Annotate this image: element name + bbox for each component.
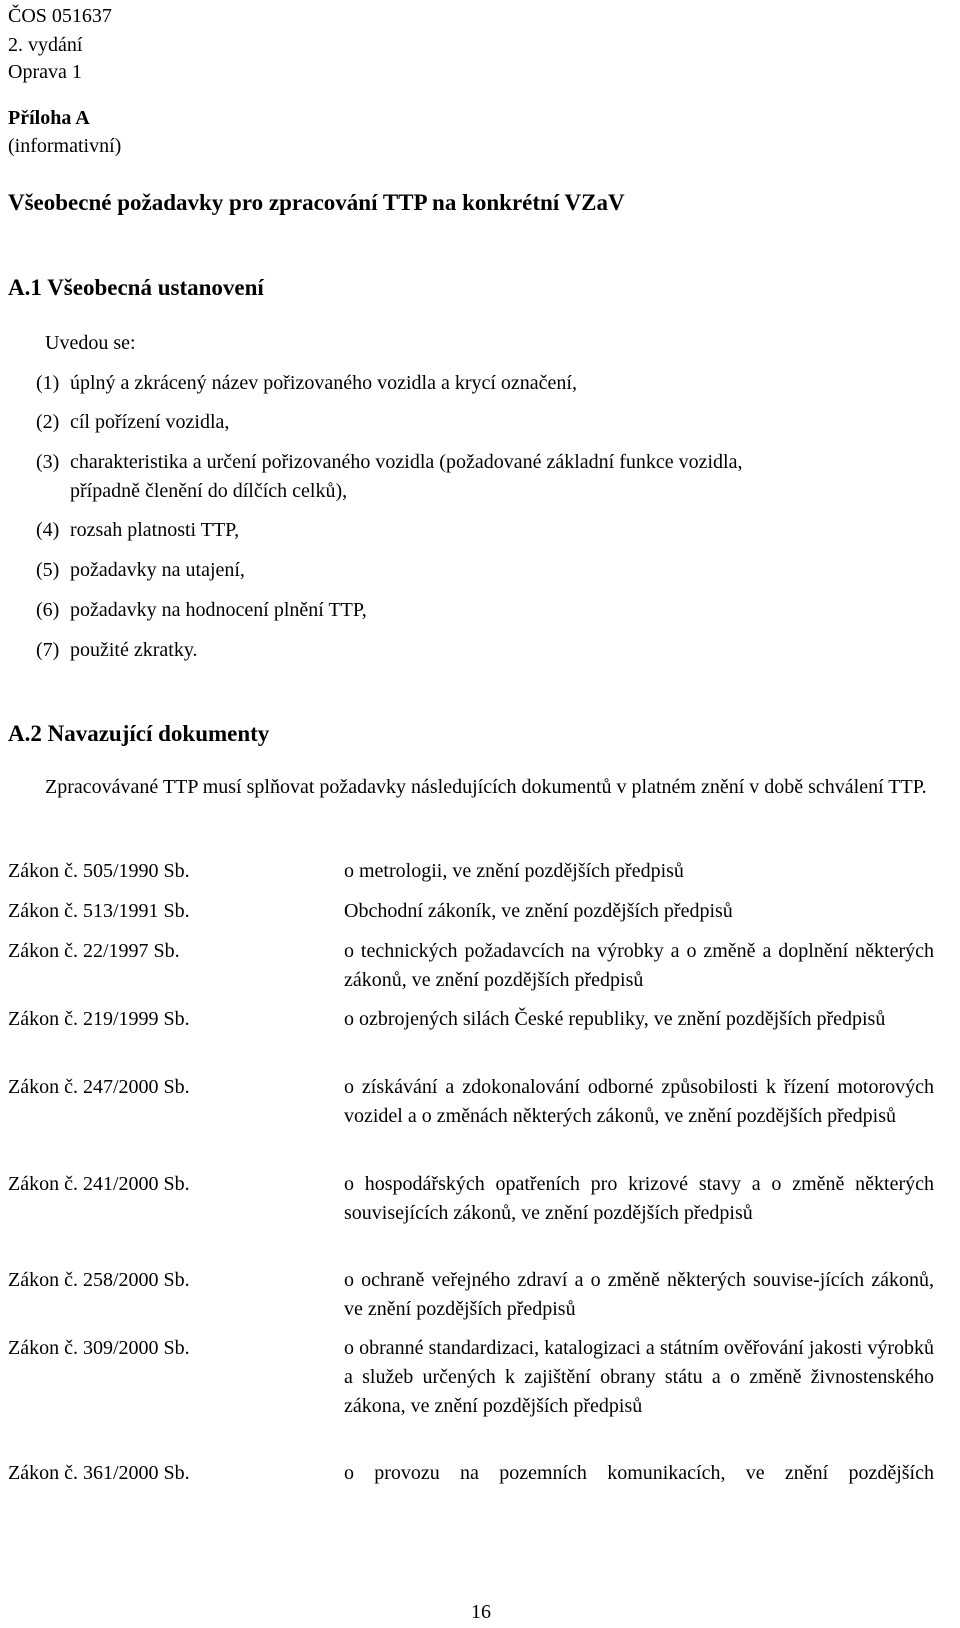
page-number: 16 — [471, 1601, 491, 1623]
law-id: Zákon č. 505/1990 Sb. — [8, 860, 190, 882]
list-item — [36, 556, 948, 585]
law-id: Zákon č. 309/2000 Sb. — [8, 1337, 190, 1359]
law-id: Zákon č. 513/1991 Sb. — [8, 900, 190, 922]
list-item — [36, 369, 948, 398]
law-id: Zákon č. 258/2000 Sb. — [8, 1269, 190, 1291]
section-a2-intro: Zpracovávané TTP musí splňovat požadavky následujících dokumentů v platném znění v době schválení TTP. — [45, 776, 927, 798]
list-item — [36, 596, 948, 625]
law-description: o získávání a zdokonalování odborné způsobilosti k řízení motorových vozidel a o změnách některých zákonů, ve znění pozdějších předpisů — [344, 1076, 934, 1127]
law-id: Zákon č. 247/2000 Sb. — [8, 1076, 190, 1098]
edition-label: 2. vydání — [8, 34, 83, 56]
standard-number: ČOS 051637 — [8, 5, 112, 27]
law-description: o provozu na pozemních komunikacích, ve znění pozdějších — [344, 1462, 934, 1484]
list-item — [36, 636, 948, 665]
list-item-text: požadavky na utajení, — [70, 559, 245, 581]
list-item — [36, 516, 948, 545]
law-description: o obranné standardizaci, katalogizaci a státním ověřování jakosti výrobků a služeb určených k zajištění obrany státu a o změně živnostenského zákona, ve znění pozdějších předpisů — [344, 1337, 934, 1417]
list-item-number: (6) — [36, 599, 60, 621]
annex-type: (informativní) — [8, 135, 122, 157]
section-heading-a2: A.2 Navazující dokumenty — [8, 721, 270, 746]
list-item-text: použité zkratky. — [70, 639, 198, 661]
list-item-text-continuation: případně členění do dílčích celků), — [70, 480, 348, 502]
law-description: o metrologii, ve znění pozdějších předpisů — [344, 860, 684, 882]
list-item-text: charakteristika a určení pořizovaného vozidla (požadované základní funkce vozidla, — [70, 451, 743, 473]
list-item-number: (1) — [36, 372, 60, 394]
law-id: Zákon č. 241/2000 Sb. — [8, 1173, 190, 1195]
list-item-number: (3) — [36, 451, 60, 473]
list-item-text: cíl pořízení vozidla, — [70, 411, 230, 433]
annex-title: Všeobecné požadavky pro zpracování TTP na konkrétní VZaV — [8, 190, 625, 215]
list-item-number: (2) — [36, 411, 60, 433]
section-heading-a1: A.1 Všeobecná ustanovení — [8, 275, 264, 300]
amendment-label: Oprava 1 — [8, 61, 82, 83]
law-id: Zákon č. 22/1997 Sb. — [8, 940, 180, 962]
law-description: o hospodářských opatřeních pro krizové stavy a o změně některých souvisejících zákonů, ve znění pozdějších předpisů — [344, 1173, 934, 1224]
list-item-text: rozsah platnosti TTP, — [70, 519, 240, 541]
law-description: Obchodní zákoník, ve znění pozdějších předpisů — [344, 900, 733, 922]
law-description: o ozbrojených silách České republiky, ve znění pozdějších předpisů — [344, 1008, 886, 1030]
law-description: o ochraně veřejného zdraví a o změně některých souvise-jících zákonů, ve znění pozdějších předpisů — [344, 1269, 934, 1320]
law-id: Zákon č. 219/1999 Sb. — [8, 1008, 190, 1030]
annex-label: Příloha A — [8, 107, 90, 129]
list-item-text: úplný a zkrácený název pořizovaného vozidla a krycí označení, — [70, 372, 577, 394]
list-item-number: (5) — [36, 559, 60, 581]
list-item-number: (7) — [36, 639, 60, 661]
list-item-text: požadavky na hodnocení plnění TTP, — [70, 599, 367, 621]
list-item-number: (4) — [36, 519, 60, 541]
section-a1-intro: Uvedou se: — [45, 332, 136, 354]
list-item — [36, 408, 948, 437]
law-id: Zákon č. 361/2000 Sb. — [8, 1462, 190, 1484]
law-description: o technických požadavcích na výrobky a o změně a doplnění některých zákonů, ve znění pozdějších předpisů — [344, 940, 934, 991]
list-item — [36, 448, 948, 506]
